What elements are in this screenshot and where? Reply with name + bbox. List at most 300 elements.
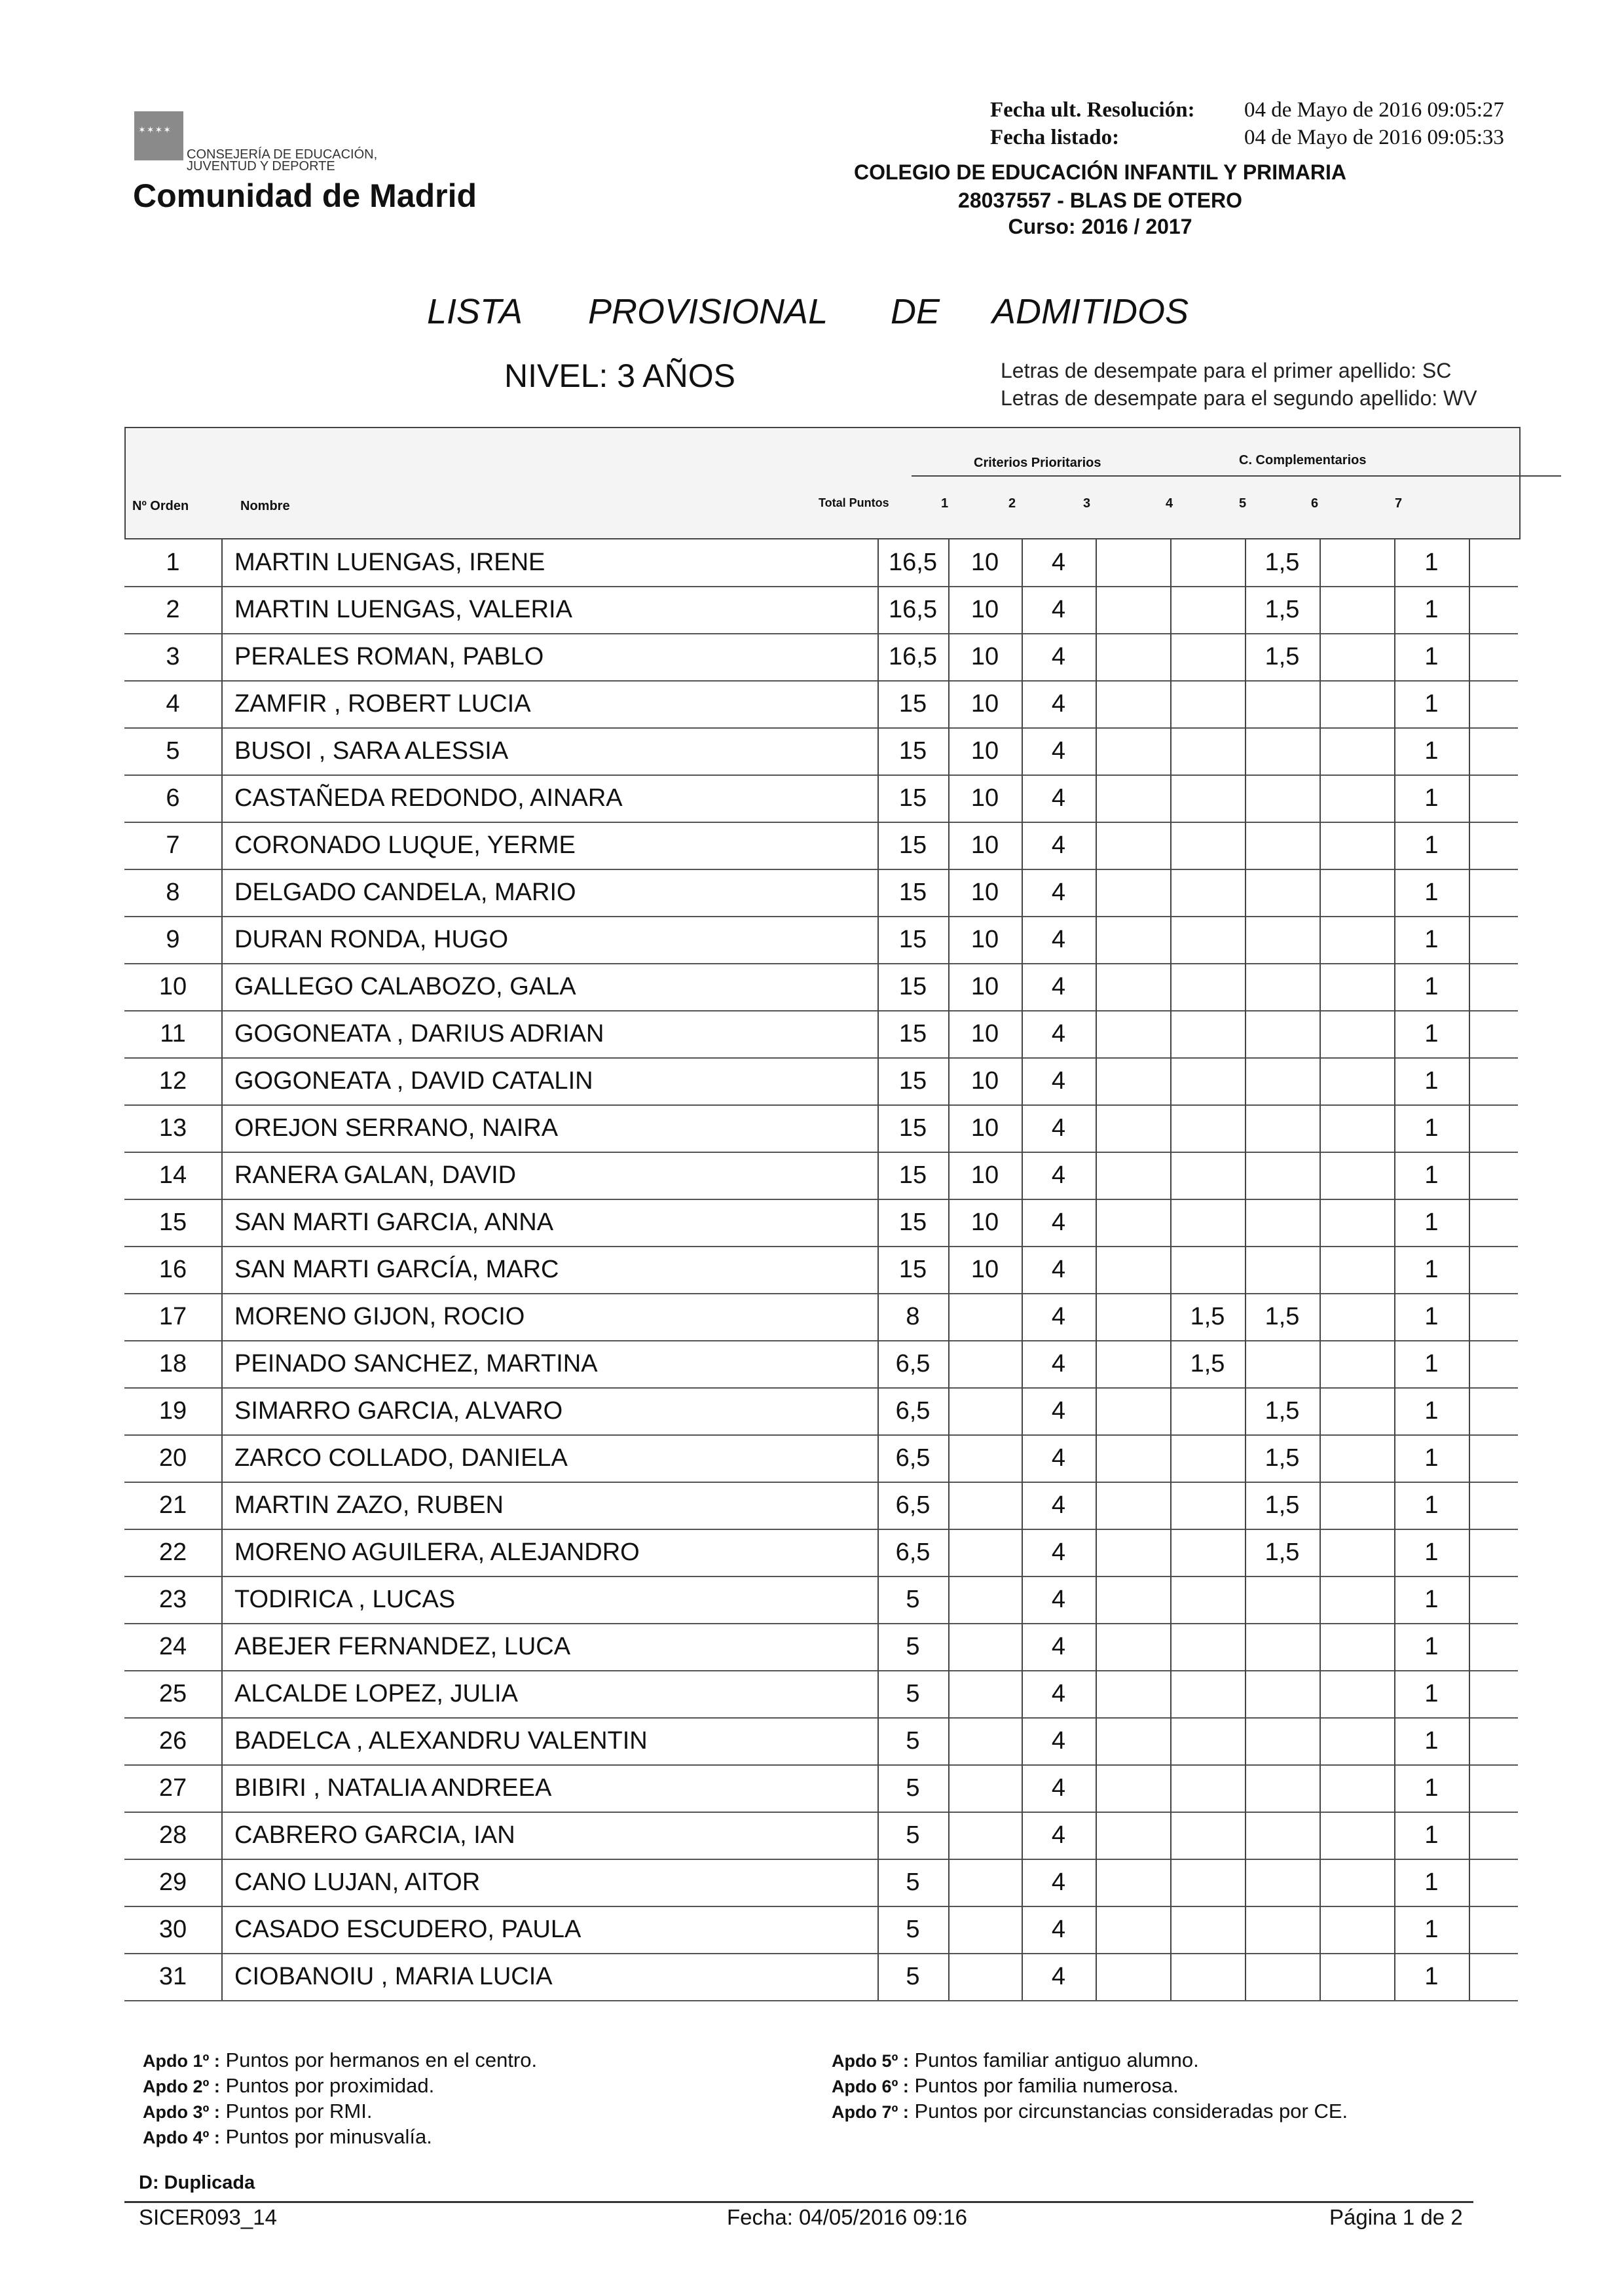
col-total-header: Total Puntos: [819, 496, 889, 509]
cell-total: 15: [898, 878, 927, 906]
cell-total: 5: [906, 1868, 920, 1896]
cell-c7: 1: [1424, 1538, 1439, 1566]
table-row: [124, 1953, 1518, 2001]
cell-c1: 10: [970, 689, 999, 718]
table-row: [124, 1340, 1518, 1389]
table-row: [124, 1482, 1518, 1530]
cell-c4: [1170, 1764, 1245, 1812]
cell-nombre: RANERA GALAN, DAVID: [234, 1161, 517, 1189]
cell-nombre: ZARCO COLLADO, DANIELA: [234, 1444, 568, 1472]
cell-c7: 1: [1424, 972, 1439, 1000]
cell-orden: 29: [158, 1868, 187, 1896]
cell-c6: [1320, 680, 1394, 727]
legend-right: [832, 2048, 1348, 2124]
cell-nombre: TODIRICA , LUCAS: [234, 1585, 456, 1613]
cell-c3: [1096, 963, 1170, 1010]
cell-c7: 1: [1424, 1868, 1439, 1896]
cell-nombre: GOGONEATA , DARIUS ADRIAN: [234, 1019, 604, 1048]
fecha-resolucion-label: Fecha ult. Resolución:: [990, 98, 1195, 122]
cell-c3: [1096, 1010, 1170, 1057]
cell-nombre: MARTIN LUENGAS, VALERIA: [234, 595, 572, 623]
cell-c3: [1096, 1576, 1170, 1623]
table-row: [124, 963, 1518, 1011]
cell-nombre: ZAMFIR , ROBERT LUCIA: [234, 689, 531, 718]
org-line-1: CONSEJERÍA DE EDUCACIÓN,: [187, 147, 378, 162]
cell-c7: 1: [1424, 878, 1439, 906]
cell-c1: 10: [970, 925, 999, 953]
cell-c6: [1320, 1529, 1394, 1576]
table-row: [124, 586, 1518, 634]
cell-c3: [1096, 1057, 1170, 1104]
cell-c1: [948, 1623, 1022, 1670]
cell-c1: [948, 1953, 1022, 2000]
cell-c5: [1245, 1717, 1320, 1764]
cell-c1: 10: [970, 595, 999, 623]
cell-c1: [948, 1434, 1022, 1482]
table-row: [124, 1529, 1518, 1577]
cell-c2: 4: [1051, 925, 1066, 953]
fecha-resolucion-value: 04 de Mayo de 2016 09:05:27: [1244, 98, 1504, 122]
cell-c2: 4: [1051, 1679, 1066, 1707]
cell-total: 15: [898, 925, 927, 953]
cell-total: 6,5: [895, 1349, 931, 1377]
cell-c7: 1: [1424, 925, 1439, 953]
complementarios-header: C. Complementarios: [1239, 453, 1367, 467]
cell-c5: [1245, 822, 1320, 869]
cell-c5: [1245, 1906, 1320, 1953]
cell-c2: 4: [1051, 1066, 1066, 1095]
cell-c6: [1320, 1199, 1394, 1246]
cell-c5: 1,5: [1264, 642, 1300, 670]
col-5-header: 5: [1239, 496, 1247, 511]
cell-orden: 6: [166, 784, 180, 812]
cell-c5: [1245, 1670, 1320, 1717]
cell-orden: 20: [158, 1444, 187, 1472]
cell-c5: 1,5: [1264, 548, 1300, 576]
cell-c2: 4: [1051, 1161, 1066, 1189]
cell-c3: [1096, 1293, 1170, 1340]
cell-c5: 1,5: [1264, 1538, 1300, 1566]
col-nombre-header: Nombre: [240, 499, 290, 513]
cell-c3: [1096, 1199, 1170, 1246]
cell-c1: 10: [970, 1019, 999, 1048]
cell-c3: [1096, 727, 1170, 774]
cell-c5: 1,5: [1264, 1444, 1300, 1472]
duplicada-note: D: Duplicada: [139, 2172, 255, 2193]
cell-c4: [1170, 1812, 1245, 1859]
cell-total: 6,5: [895, 1444, 931, 1472]
table-row: [124, 1199, 1518, 1247]
cell-orden: 21: [158, 1491, 187, 1519]
cell-c7: 1: [1424, 1915, 1439, 1943]
desempate-segundo-apellido: Letras de desempate para el segundo apellido: WV: [1001, 386, 1477, 410]
cell-c4: [1170, 1434, 1245, 1482]
cell-c7: 1: [1424, 784, 1439, 812]
cell-c3: [1096, 633, 1170, 680]
cell-total: 8: [906, 1302, 920, 1330]
table-row: [124, 1152, 1518, 1200]
cell-total: 15: [898, 1114, 927, 1142]
cell-c2: 4: [1051, 1915, 1066, 1943]
cell-c3: [1096, 1623, 1170, 1670]
cell-c6: [1320, 1340, 1394, 1387]
cell-c2: 4: [1051, 1632, 1066, 1660]
cell-total: 15: [898, 831, 927, 859]
cell-orden: 15: [158, 1208, 187, 1236]
cell-c6: [1320, 774, 1394, 822]
cell-orden: 8: [166, 878, 180, 906]
cell-nombre: ALCALDE LOPEZ, JULIA: [234, 1679, 518, 1707]
cell-c1: 10: [970, 878, 999, 906]
cell-c2: 4: [1051, 642, 1066, 670]
cell-nombre: CASTAÑEDA REDONDO, AINARA: [234, 784, 623, 812]
cell-c7: 1: [1424, 1208, 1439, 1236]
cell-c4: [1170, 963, 1245, 1010]
cell-c1: [948, 1482, 1022, 1529]
madrid-logo: ✶✶✶✶: [134, 111, 183, 160]
cell-nombre: ABEJER FERNANDEZ, LUCA: [234, 1632, 571, 1660]
cell-c3: [1096, 1953, 1170, 2000]
cell-c4: [1170, 1529, 1245, 1576]
cell-c7: 1: [1424, 1444, 1439, 1472]
cell-c7: 1: [1424, 548, 1439, 576]
cell-c7: 1: [1424, 1632, 1439, 1660]
cell-nombre: BIBIRI , NATALIA ANDREEA: [234, 1774, 552, 1802]
cell-c5: [1245, 1623, 1320, 1670]
table-row: [124, 1057, 1518, 1106]
cell-c6: [1320, 1670, 1394, 1717]
cell-orden: 12: [158, 1066, 187, 1095]
cell-c4: [1170, 680, 1245, 727]
cell-orden: 24: [158, 1632, 187, 1660]
legend-item-3: Apdo 3º : Puntos por RMI.: [143, 2100, 373, 2123]
cell-total: 5: [906, 1915, 920, 1943]
cell-c3: [1096, 1104, 1170, 1152]
col-3-header: 3: [1083, 496, 1091, 511]
table-row: [124, 1246, 1518, 1294]
cell-orden: 14: [158, 1161, 187, 1189]
cell-c1: [948, 1859, 1022, 1906]
cell-c5: [1245, 1764, 1320, 1812]
cell-nombre: DELGADO CANDELA, MARIO: [234, 878, 576, 906]
table-row: [124, 1293, 1518, 1341]
cell-nombre: SAN MARTI GARCÍA, MARC: [234, 1255, 559, 1283]
cell-c3: [1096, 1906, 1170, 1953]
cell-c6: [1320, 1387, 1394, 1434]
cell-c4: [1170, 1387, 1245, 1434]
cell-c3: [1096, 1246, 1170, 1293]
cell-c3: [1096, 774, 1170, 822]
cell-c2: 4: [1051, 1019, 1066, 1048]
title-word-admitidos: ADMITIDOS: [992, 292, 1189, 331]
cell-c3: [1096, 586, 1170, 633]
table-row: [124, 916, 1518, 964]
cell-c6: [1320, 916, 1394, 963]
cell-c1: 10: [970, 972, 999, 1000]
cell-c5: [1245, 1104, 1320, 1152]
cell-c7: 1: [1424, 1585, 1439, 1613]
table-row: [124, 727, 1518, 776]
cell-c5: [1245, 1057, 1320, 1104]
cell-orden: 27: [158, 1774, 187, 1802]
cell-c5: [1245, 680, 1320, 727]
col-1-header: 1: [941, 496, 949, 511]
cell-nombre: CABRERO GARCIA, IAN: [234, 1821, 515, 1849]
col-7-header: 7: [1395, 496, 1403, 511]
cell-nombre: MORENO GIJON, ROCIO: [234, 1302, 525, 1330]
table-row: [124, 633, 1518, 682]
cell-c4: [1170, 1717, 1245, 1764]
cell-c2: 4: [1051, 1491, 1066, 1519]
cell-c4: [1170, 1104, 1245, 1152]
cell-c5: [1245, 1152, 1320, 1199]
cell-c4: [1170, 1199, 1245, 1246]
table-row: [124, 1387, 1518, 1436]
cell-c5: 1,5: [1264, 1491, 1300, 1519]
legend-item-4: Apdo 4º : Puntos por minusvalía.: [143, 2125, 432, 2148]
cell-c2: 4: [1051, 1255, 1066, 1283]
cell-c3: [1096, 1812, 1170, 1859]
cell-total: 6,5: [895, 1396, 931, 1425]
cell-nombre: GALLEGO CALABOZO, GALA: [234, 972, 576, 1000]
cell-total: 15: [898, 1066, 927, 1095]
cell-orden: 3: [166, 642, 180, 670]
cell-c5: 1,5: [1264, 595, 1300, 623]
cell-total: 15: [898, 1019, 927, 1048]
cell-orden: 31: [158, 1962, 187, 1990]
cell-c6: [1320, 1906, 1394, 1953]
cell-nombre: MARTIN ZAZO, RUBEN: [234, 1491, 504, 1519]
table-row: [124, 1906, 1518, 1954]
cell-c7: 1: [1424, 1396, 1439, 1425]
col-orden-header: Nº Orden: [132, 499, 189, 513]
cell-c6: [1320, 586, 1394, 633]
cell-c7: 1: [1424, 689, 1439, 718]
cell-c4: [1170, 1670, 1245, 1717]
table-row: [124, 1717, 1518, 1766]
cell-c3: [1096, 680, 1170, 727]
cell-orden: 1: [166, 548, 180, 576]
cell-c4: [1170, 1906, 1245, 1953]
cell-c3: [1096, 1434, 1170, 1482]
col-4-header: 4: [1166, 496, 1173, 511]
cell-orden: 5: [166, 737, 180, 765]
legend-item-6: Apdo 6º : Puntos por familia numerosa.: [832, 2074, 1179, 2097]
cell-c2: 4: [1051, 1726, 1066, 1755]
org-name: Comunidad de Madrid: [133, 177, 477, 214]
cell-c1: 10: [970, 784, 999, 812]
col-2-header: 2: [1008, 496, 1016, 511]
legend-item-2: Apdo 2º : Puntos por proximidad.: [143, 2074, 435, 2097]
cell-total: 16,5: [889, 595, 937, 623]
cell-c7: 1: [1424, 1821, 1439, 1849]
cell-total: 6,5: [895, 1538, 931, 1566]
cell-c7: 1: [1424, 642, 1439, 670]
table-row: [124, 1576, 1518, 1624]
cell-total: 5: [906, 1585, 920, 1613]
cell-c2: 4: [1051, 1585, 1066, 1613]
cell-c2: 4: [1051, 548, 1066, 576]
cell-orden: 19: [158, 1396, 187, 1425]
cell-c2: 4: [1051, 1396, 1066, 1425]
cell-c4: [1170, 539, 1245, 586]
cell-c5: [1245, 774, 1320, 822]
cell-c6: [1320, 1010, 1394, 1057]
cell-c3: [1096, 1340, 1170, 1387]
cell-c7: 1: [1424, 1962, 1439, 1990]
cell-c5: [1245, 1576, 1320, 1623]
table-row: [124, 1623, 1518, 1671]
cell-c5: 1,5: [1264, 1396, 1300, 1425]
cell-c7: 1: [1424, 1774, 1439, 1802]
cell-c5: [1245, 1340, 1320, 1387]
cell-c4: [1170, 1057, 1245, 1104]
table-row: [124, 1812, 1518, 1860]
cell-c3: [1096, 1717, 1170, 1764]
cell-nombre: CASADO ESCUDERO, PAULA: [234, 1915, 581, 1943]
cell-c1: 10: [970, 1255, 999, 1283]
cell-c5: [1245, 1953, 1320, 2000]
cell-total: 5: [906, 1821, 920, 1849]
criterios-prioritarios-header: Criterios Prioritarios: [974, 456, 1101, 470]
cell-c3: [1096, 1152, 1170, 1199]
cell-c2: 4: [1051, 831, 1066, 859]
cell-c5: [1245, 1199, 1320, 1246]
cell-c3: [1096, 1859, 1170, 1906]
cell-c6: [1320, 1482, 1394, 1529]
footer-code: SICER093_14: [139, 2205, 277, 2229]
table-row: [124, 1859, 1518, 1907]
title-word-provisional: PROVISIONAL: [588, 292, 828, 331]
cell-c6: [1320, 963, 1394, 1010]
cell-c3: [1096, 1387, 1170, 1434]
cell-nombre: BADELCA , ALEXANDRU VALENTIN: [234, 1726, 648, 1755]
cell-nombre: PEINADO SANCHEZ, MARTINA: [234, 1349, 598, 1377]
cell-c1: 10: [970, 1066, 999, 1095]
footer-divider: [124, 2201, 1473, 2203]
table-row: [124, 822, 1518, 870]
cell-c1: 10: [970, 548, 999, 576]
cell-c7: 1: [1424, 1679, 1439, 1707]
cell-nombre: CIOBANOIU , MARIA LUCIA: [234, 1962, 553, 1990]
cell-c2: 4: [1051, 878, 1066, 906]
cell-c7: 1: [1424, 1491, 1439, 1519]
cell-total: 16,5: [889, 642, 937, 670]
cell-c3: [1096, 1529, 1170, 1576]
cell-c6: [1320, 1859, 1394, 1906]
cell-c4: [1170, 774, 1245, 822]
footer-pagina: Página 1 de 2: [1329, 2205, 1463, 2229]
cell-c2: 4: [1051, 1868, 1066, 1896]
cell-c4: [1170, 869, 1245, 916]
cell-orden: 23: [158, 1585, 187, 1613]
cell-c6: [1320, 1717, 1394, 1764]
cell-c6: [1320, 1152, 1394, 1199]
cell-total: 15: [898, 1255, 927, 1283]
cell-total: 16,5: [889, 548, 937, 576]
cell-c7: 1: [1424, 1161, 1439, 1189]
table-row: [124, 680, 1518, 729]
cell-c6: [1320, 1812, 1394, 1859]
fecha-listado-label: Fecha listado:: [990, 126, 1120, 149]
cell-c4: [1170, 916, 1245, 963]
org-line-2: JUVENTUD Y DEPORTE: [187, 159, 335, 173]
cell-nombre: PERALES ROMAN, PABLO: [234, 642, 544, 670]
cell-orden: 28: [158, 1821, 187, 1849]
cell-nombre: BUSOI , SARA ALESSIA: [234, 737, 509, 765]
cell-total: 5: [906, 1774, 920, 1802]
cell-nombre: OREJON SERRANO, NAIRA: [234, 1114, 559, 1142]
legend-item-5: Apdo 5º : Puntos familiar antiguo alumno.: [832, 2049, 1199, 2071]
cell-c6: [1320, 1953, 1394, 2000]
cell-orden: 4: [166, 689, 180, 718]
cell-c6: [1320, 727, 1394, 774]
cell-c7: 1: [1424, 1726, 1439, 1755]
cell-c2: 4: [1051, 595, 1066, 623]
cell-c4: [1170, 822, 1245, 869]
fecha-listado-value: 04 de Mayo de 2016 09:05:33: [1244, 126, 1504, 149]
cell-orden: 26: [158, 1726, 187, 1755]
cell-c4: [1170, 1482, 1245, 1529]
school-name: COLEGIO DE EDUCACIÓN INFANTIL Y PRIMARIA: [853, 160, 1347, 184]
cell-c2: 4: [1051, 1349, 1066, 1377]
cell-c1: 10: [970, 831, 999, 859]
cell-c4: [1170, 1623, 1245, 1670]
table-header: [124, 427, 1521, 539]
cell-c6: [1320, 1104, 1394, 1152]
cell-c6: [1320, 869, 1394, 916]
cell-nombre: CANO LUJAN, AITOR: [234, 1868, 481, 1896]
table-row: [124, 1764, 1518, 1813]
cell-c1: [948, 1293, 1022, 1340]
cell-orden: 30: [158, 1915, 187, 1943]
cell-nombre: GOGONEATA , DAVID CATALIN: [234, 1066, 593, 1095]
cell-c5: [1245, 916, 1320, 963]
cell-total: 5: [906, 1962, 920, 1990]
cell-total: 15: [898, 737, 927, 765]
cell-c7: 1: [1424, 737, 1439, 765]
cell-c6: [1320, 822, 1394, 869]
cell-nombre: MORENO AGUILERA, ALEJANDRO: [234, 1538, 640, 1566]
cell-total: 15: [898, 1161, 927, 1189]
cell-c3: [1096, 869, 1170, 916]
table-row: [124, 1104, 1518, 1153]
cell-c7: 1: [1424, 1302, 1439, 1330]
cell-c5: 1,5: [1264, 1302, 1300, 1330]
cell-c3: [1096, 539, 1170, 586]
cell-orden: 7: [166, 831, 180, 859]
cell-c5: [1245, 869, 1320, 916]
cell-c7: 1: [1424, 831, 1439, 859]
legend-item-7: Apdo 7º : Puntos por circunstancias consideradas por CE.: [832, 2100, 1348, 2123]
cell-c1: [948, 1387, 1022, 1434]
school-course: Curso: 2016 / 2017: [1008, 215, 1192, 238]
school-code: 28037557 - BLAS DE OTERO: [958, 189, 1242, 212]
cell-c4: [1170, 1576, 1245, 1623]
cell-c1: 10: [970, 1114, 999, 1142]
cell-c3: [1096, 916, 1170, 963]
cell-c1: [948, 1717, 1022, 1764]
cell-c6: [1320, 1764, 1394, 1812]
cell-nombre: DURAN RONDA, HUGO: [234, 925, 509, 953]
cell-c2: 4: [1051, 784, 1066, 812]
cell-c4: [1170, 727, 1245, 774]
cell-orden: 18: [158, 1349, 187, 1377]
cell-c1: [948, 1529, 1022, 1576]
cell-c6: [1320, 1623, 1394, 1670]
cell-orden: 10: [158, 972, 187, 1000]
cell-c5: [1245, 963, 1320, 1010]
